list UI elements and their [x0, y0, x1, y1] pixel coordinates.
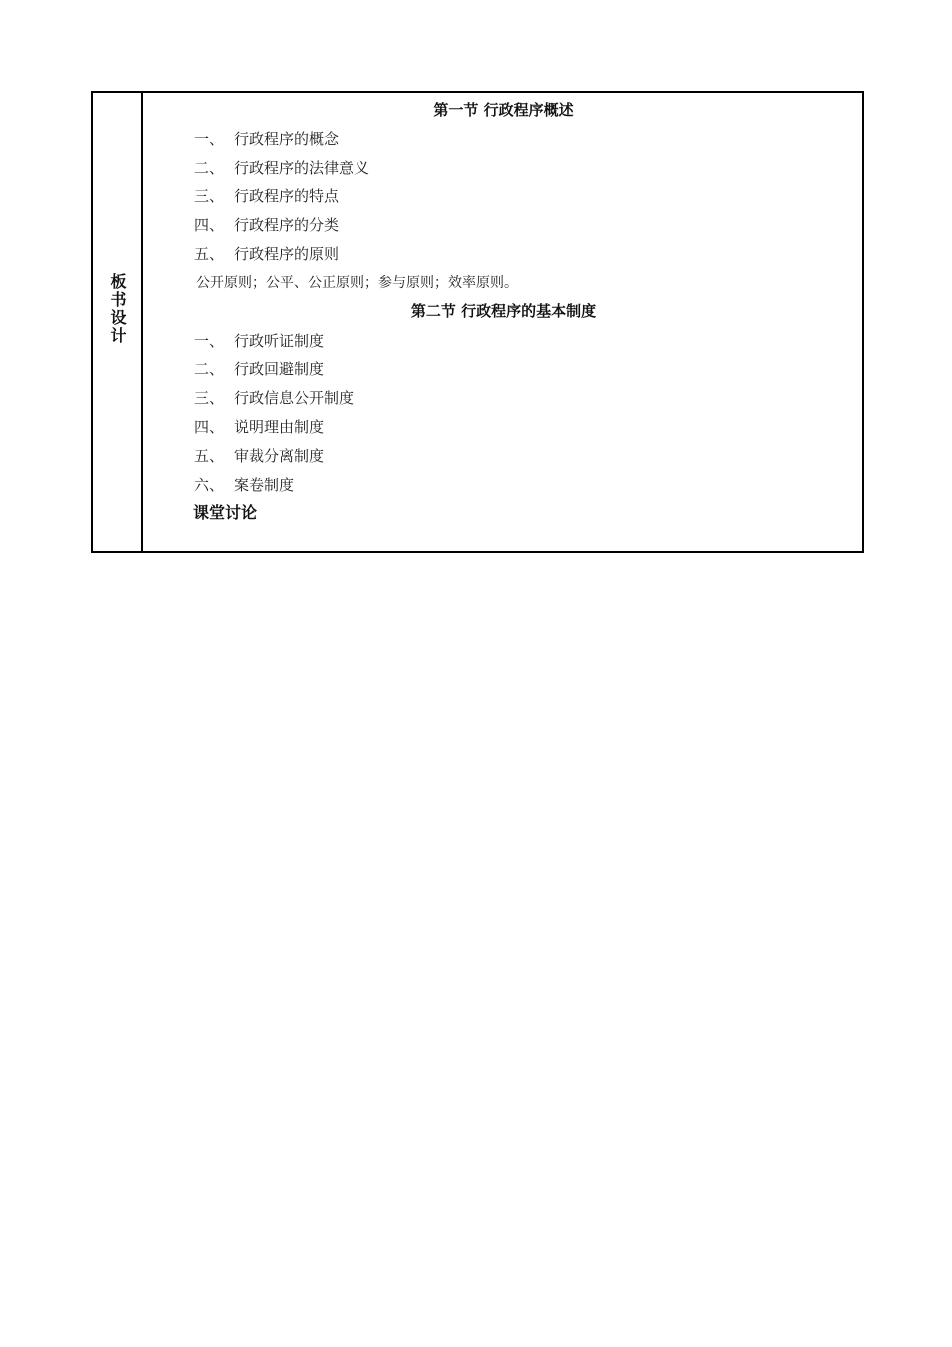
- item-number: 一、: [194, 332, 225, 350]
- item-number: 一、: [194, 130, 225, 148]
- section1-item: [194, 215, 339, 235]
- section1-title: 第一节 行政程序概述: [433, 101, 574, 119]
- section2-item: [194, 388, 354, 408]
- section2-item: [194, 359, 324, 379]
- section1-item: [194, 186, 339, 206]
- section2-title: 第二节 行政程序的基本制度: [410, 302, 597, 320]
- board-label-cell: [93, 93, 143, 551]
- item-number: 五、: [194, 447, 225, 465]
- item-text: 审裁分离制度: [234, 447, 325, 465]
- item-number: 三、: [194, 187, 225, 205]
- item-number: 四、: [194, 216, 225, 234]
- section2-item: [194, 417, 324, 437]
- item-number: 二、: [194, 159, 225, 177]
- board-content-cell: [143, 93, 862, 551]
- section1-item: [194, 129, 339, 149]
- item-number: 六、: [194, 476, 225, 494]
- section1-item: [194, 244, 339, 264]
- item-number: 四、: [194, 418, 225, 436]
- item-text: 行政程序的法律意义: [234, 159, 370, 177]
- class-discussion-heading: 课堂讨论: [193, 503, 258, 522]
- item-text: 行政听证制度: [234, 332, 325, 350]
- item-text: 行政程序的概念: [234, 130, 340, 148]
- section2-item: [194, 446, 324, 466]
- board-label: 板书设计: [108, 273, 127, 345]
- item-text: 行政信息公开制度: [234, 389, 355, 407]
- item-text: 行政回避制度: [234, 360, 325, 378]
- section2-item: [194, 331, 324, 351]
- section2-item: [194, 475, 294, 495]
- item-number: 三、: [194, 389, 225, 407]
- item-number: 五、: [194, 245, 225, 263]
- item-text: 行政程序的原则: [234, 245, 340, 263]
- item-text: 案卷制度: [234, 476, 295, 494]
- principles-text: 公开原则；公平、公正原则；参与原则；效率原则。: [196, 275, 518, 291]
- item-text: 行政程序的特点: [234, 187, 340, 205]
- item-number: 二、: [194, 360, 225, 378]
- section1-item: [194, 158, 369, 178]
- item-text: 行政程序的分类: [234, 216, 340, 234]
- item-text: 说明理由制度: [234, 418, 325, 436]
- board-design-table: [91, 91, 864, 553]
